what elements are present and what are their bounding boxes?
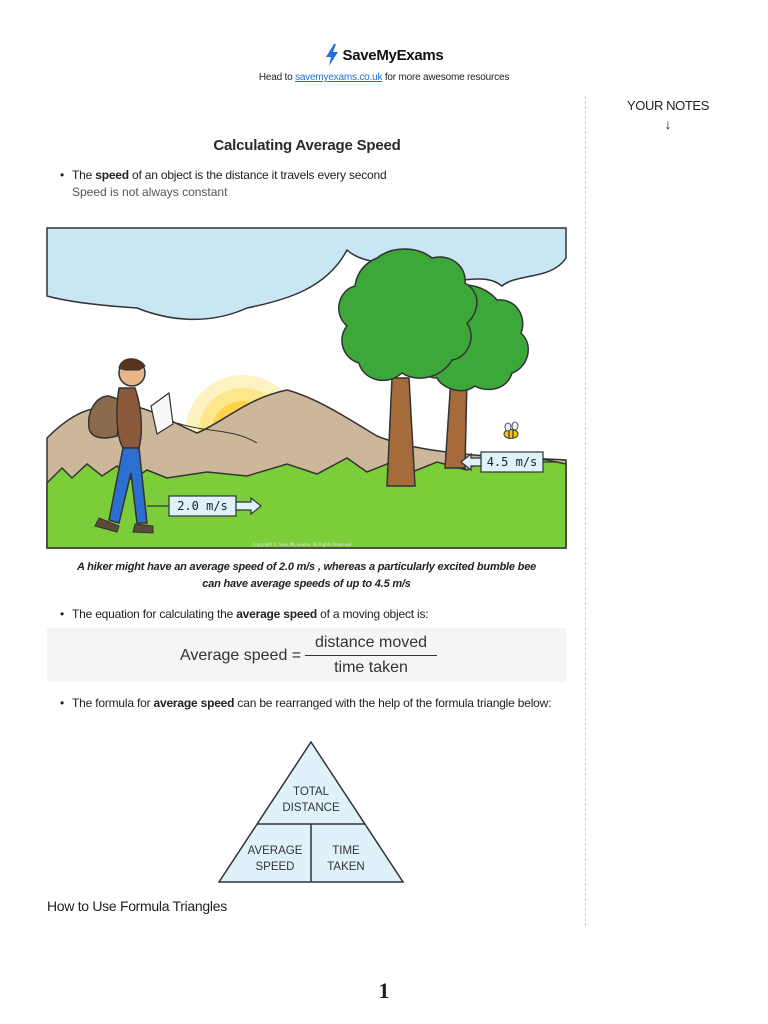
- illustration-caption: A hiker might have an average speed of 2.0 m/s , whereas a particularly excited bumble bee can have average speeds of up to 4.5 m/s: [76, 561, 537, 590]
- equation-numerator: distance moved: [314, 634, 428, 651]
- arrow-down-icon: ↓: [664, 116, 672, 132]
- svg-text:4.5 m/s: 4.5 m/s: [486, 455, 538, 469]
- triangle-left-line2: SPEED: [255, 861, 295, 873]
- triangle-left-line1: AVERAGE: [247, 845, 303, 857]
- triangle-top-line2: DISTANCE: [282, 802, 340, 814]
- brand-name: SaveMyExams: [342, 46, 444, 64]
- triangle-right-line1: TIME: [332, 845, 360, 857]
- bullet-formula-triangle: • The formula for average speed can be rearranged with the help of the formula triangle below:: [60, 696, 552, 710]
- equation-fraction: [305, 634, 437, 677]
- triangle-top-line1: TOTAL: [293, 786, 329, 798]
- svg-text:2.0 m/s: 2.0 m/s: [177, 499, 228, 513]
- triangle-right-line2: TAKEN: [327, 861, 365, 873]
- savemyexams-link[interactable]: savemyexams.co.uk: [295, 72, 383, 83]
- copyright-text: Copyright © Save My Exams. All Rights Reserved: [252, 542, 352, 547]
- brand-logo[interactable]: [0, 44, 768, 66]
- bullet-speed-definition: • The speed of an object is the distance it travels every second: [60, 168, 387, 182]
- hiker-bee-illustration: [47, 228, 566, 548]
- lightning-bolt-icon: [325, 44, 339, 66]
- bullet-equation-intro: • The equation for calculating the average speed of a moving object is:: [60, 607, 429, 621]
- equation-denominator: time taken: [334, 659, 408, 676]
- page-number: 1: [378, 978, 390, 1003]
- clipped-text-line: Speed is not always constant: [72, 185, 228, 199]
- section-title: Calculating Average Speed: [213, 137, 401, 154]
- subheading: How to Use Formula Triangles: [47, 898, 227, 914]
- notes-divider: [585, 96, 586, 926]
- speed-equation: [47, 628, 566, 682]
- tagline: Head to savemyexams.co.uk for more awesome resources: [258, 72, 510, 83]
- your-notes-label: YOUR NOTES: [627, 98, 709, 113]
- formula-triangle: [216, 738, 406, 888]
- equation-lhs: Average speed =: [180, 647, 302, 664]
